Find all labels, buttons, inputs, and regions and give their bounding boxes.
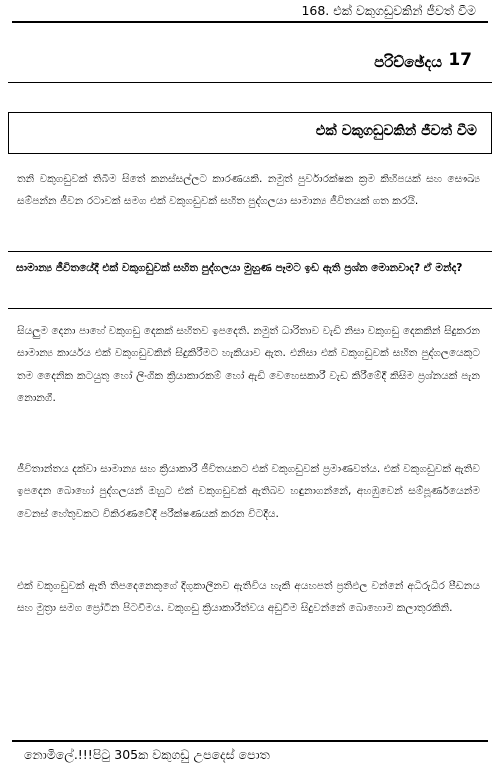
chapter-heading [8, 48, 492, 98]
chapter-label: පරිච්ඡේදය [374, 53, 442, 71]
header-rule [12, 21, 488, 23]
running-header [0, 0, 500, 22]
paragraph-two-kidneys: සියලුම දෙනා පාහේ වකුගඩු දෙකක් සහිතව ඉපදෙති. නමුත් ධාරිතාව වැඩි නිසා වකුගඩු දෙකකින් සිදුකරන සාමාන්‍ය කාර්යය එක් වකුගඩුවකින් සිදුකිරීමට හැකියාව ඇත. එනිසා එක් වකුගඩුවක් සහිත පුද්ගලයෙකුට තම දෛනික කටයුතු හෝ ලිංගික ක්‍රියාකාරකම් හෝ ඇඩි වෙහෙසකාරී වැඩ කිරීමේදී කිසිම ප්‍රශ්නයක් පැන නොනගී. [17, 325, 480, 405]
running-title: 168. එක් වකුගඩුවකින් ජීවත් වීම [301, 3, 476, 18]
chapter-rule [8, 82, 492, 83]
paragraph-intro: තනි වකුගඩුවක් තිබීම සිතේ කනස්සල්ලට කාරණයකි. නමුත් පුර්වාරක්ෂක ක්‍රම කිහිපයක් සහ සෞඛ්‍ය සම්පන්න ජීවන රටාවක් සමග එක් වකුගඩුවක් සහිත පුද්ගලයා සාමාන්‍ය ජීවිතයක් ගත කරයි. [17, 173, 480, 208]
question-text: සාමාන්‍ය ජීවිතයේදී එක් වකුගඩුවක් සහිත පුද්ගලයා මුහුණ පෑමට ඉඩ ඇති ප්‍රශ්න මොනවාද? ඒ මන්ද? [16, 262, 463, 274]
footer-text: නොමිලේ.!!!පිටු 305ක වකුගඩු උපදෙස් පොත [24, 747, 270, 762]
chapter-number: 17 [448, 50, 472, 70]
paragraph-lifelong: ජීවිතාන්තය දක්වා සාමාන්‍ය සහ ක්‍රියාකාරී ජීවිතයකට එක් වකුගඩුවක් ප්‍රමාණවත්ය. එක් වකුගඩුවක් ඇතිව ඉපදෙන බොහෝ පුද්ගලයන් ඔහුට එක් වකුගඩුවක් ඇතිබව හඳුනාගන්නේ, අහඹුවෙන් සම්පූර්ණයෙන්ම වෙනස් හේතුවකට විකිරණවේදී පරීක්ෂණයක් කරන විටදීය. [17, 463, 480, 520]
question-box [8, 251, 492, 309]
footer-rule [12, 740, 488, 742]
paragraph-long-term: එක් වකුගඩුවක් ඇති තිපදෙනෙකුගේ දිගුකාලීනව ඇතිවිය හැකි අයහපත් ප්‍රතිඵල වන්නේ අධිරුධිර පීඩනය සහ මුත්‍රා සමග ප්‍රෝටීන පිටවීමය. වකුගඩු ක්‍රියාකාරීත්වය අඩුවීම සිදුවන්නේ බොහොම කලාතුරකිනි. [17, 580, 480, 615]
page-title: එක් වකුගඩුවකින් ජීවත් වීම [315, 123, 477, 139]
title-box [8, 112, 492, 154]
